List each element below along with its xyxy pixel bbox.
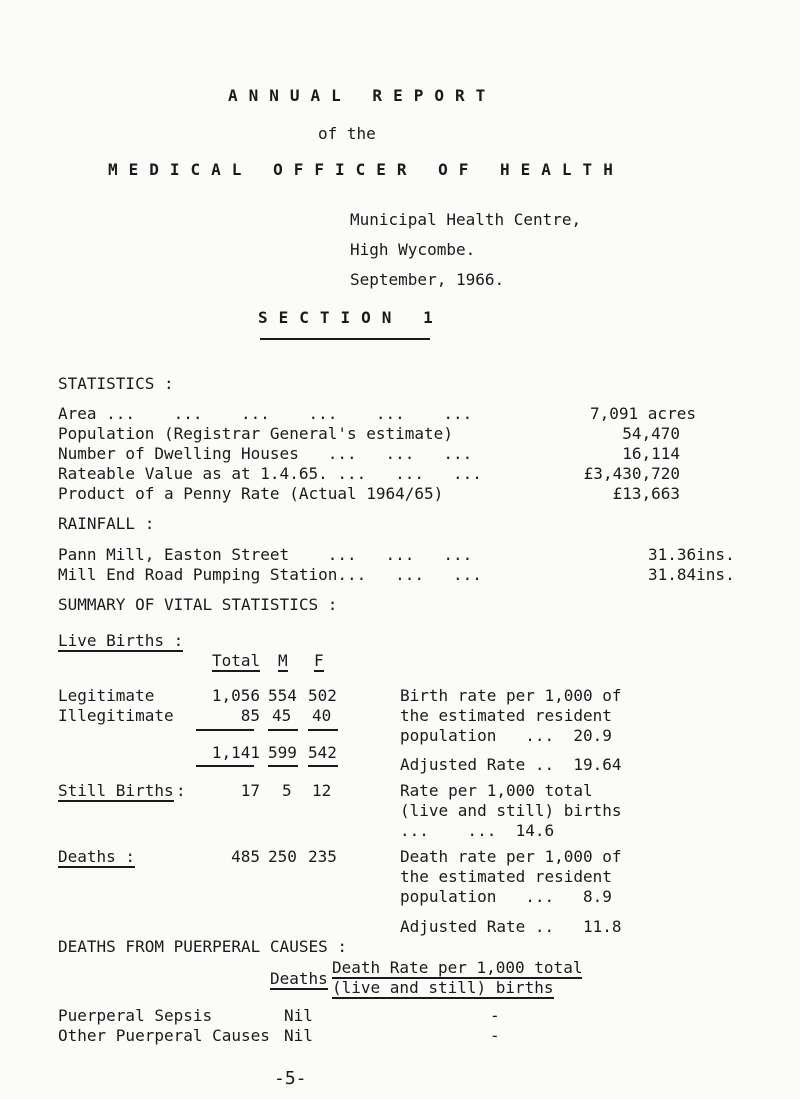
total-rule-top [196, 729, 254, 731]
puerperal-sepsis-label: Puerperal Sepsis [58, 1006, 213, 1025]
col-rate-heading-1: Death Rate per 1,000 total [332, 958, 583, 977]
puerperal-heading: DEATHS FROM PUERPERAL CAUSES : [58, 937, 347, 956]
illegitimate-m: 45 [272, 706, 292, 725]
vital-heading: SUMMARY OF VITAL STATISTICS : [58, 595, 338, 614]
f-rule-top [308, 729, 338, 731]
col-rate-heading-2: (live and still) births [332, 978, 554, 997]
statistics-heading: STATISTICS : [58, 374, 174, 393]
section-underline [260, 338, 430, 340]
m-rule-top [268, 729, 298, 731]
birth-rate-line-2: the estimated resident [400, 706, 612, 725]
still-rate-line-3: ... ... 14.6 [400, 821, 555, 840]
births-m: 599 [268, 743, 297, 762]
legitimate-m: 554 [268, 686, 297, 705]
other-puerperal-label: Other Puerperal Causes [58, 1026, 270, 1045]
illegitimate-total: 85 [240, 706, 260, 725]
other-puerperal-deaths: Nil [284, 1026, 313, 1045]
col-deaths-heading: Deaths [270, 969, 328, 988]
still-births-label: Still Births [58, 781, 174, 800]
legitimate-total: 1,056 [211, 686, 260, 705]
adjusted-birth-rate: Adjusted Rate .. 19.64 [400, 755, 622, 774]
deaths-label: Deaths : [58, 847, 136, 866]
still-births-m: 5 [282, 781, 292, 800]
m-rule-bottom [268, 765, 298, 767]
birth-rate-line-3: population ... 20.9 [400, 726, 612, 745]
stat-value-penny-rate: £13,663 [612, 484, 680, 503]
births-f: 542 [308, 743, 337, 762]
deaths-total: 485 [231, 847, 260, 866]
still-rate-line-1: Rate per 1,000 total [400, 781, 593, 800]
section-title: SECTION 1 [258, 308, 444, 327]
still-births-colon: : [176, 781, 186, 800]
rainfall-value-mill-end: 31.84ins. [648, 565, 735, 584]
still-rate-line-2: (live and still) births [400, 801, 622, 820]
rainfall-label-mill-end: Mill End Road Pumping Station... ... ... [58, 565, 482, 584]
stat-label-population: Population (Registrar General's estimate) [58, 424, 453, 443]
death-rate-line-3: population ... 8.9 [400, 887, 612, 906]
col-m-heading: M [278, 651, 288, 670]
still-births-total: 17 [240, 781, 260, 800]
stat-value-dwellings: 16,114 [622, 444, 680, 463]
address-line-1: Municipal Health Centre, [350, 210, 582, 229]
births-total: 1,141 [211, 743, 260, 762]
other-puerperal-rate: - [490, 1026, 500, 1045]
report-title: ANNUAL REPORT [228, 86, 497, 105]
rainfall-heading: RAINFALL : [58, 514, 155, 533]
stat-value-population: 54,470 [622, 424, 680, 443]
deaths-f: 235 [308, 847, 337, 866]
stat-label-area: Area ... ... ... ... ... ... [58, 404, 473, 423]
adjusted-death-rate: Adjusted Rate .. 11.8 [400, 917, 622, 936]
total-rule-bottom [196, 765, 254, 767]
stat-value-area: 7,091 acres [590, 404, 696, 423]
rainfall-value-pann-mill: 31.36ins. [648, 545, 735, 564]
report-office: MEDICAL OFFICER OF HEALTH [108, 160, 624, 179]
illegitimate-f: 40 [312, 706, 332, 725]
report-subtitle: of the [318, 124, 376, 143]
deaths-m: 250 [268, 847, 297, 866]
death-rate-line-2: the estimated resident [400, 867, 612, 886]
stat-label-rateable: Rateable Value as at 1.4.65. ... ... ... [58, 464, 482, 483]
puerperal-sepsis-deaths: Nil [284, 1006, 313, 1025]
legitimate-f: 502 [308, 686, 337, 705]
stat-label-dwellings: Number of Dwelling Houses ... ... ... [58, 444, 473, 463]
address-date: September, 1966. [350, 270, 505, 289]
address-line-2: High Wycombe. [350, 240, 476, 259]
stat-value-rateable: £3,430,720 [583, 464, 680, 483]
legitimate-label: Legitimate [58, 686, 155, 705]
death-rate-line-1: Death rate per 1,000 of [400, 847, 622, 866]
birth-rate-line-1: Birth rate per 1,000 of [400, 686, 622, 705]
illegitimate-label: Illegitimate [58, 706, 174, 725]
col-f-heading: F [314, 651, 324, 670]
live-births-heading: Live Births : [58, 631, 184, 650]
still-births-f: 12 [312, 781, 332, 800]
f-rule-bottom [308, 765, 338, 767]
puerperal-sepsis-rate: - [490, 1006, 500, 1025]
rainfall-label-pann-mill: Pann Mill, Easton Street ... ... ... [58, 545, 473, 564]
stat-label-penny-rate: Product of a Penny Rate (Actual 1964/65) [58, 484, 444, 503]
col-total-heading: Total [212, 651, 261, 670]
page-number: -5- [274, 1068, 307, 1089]
